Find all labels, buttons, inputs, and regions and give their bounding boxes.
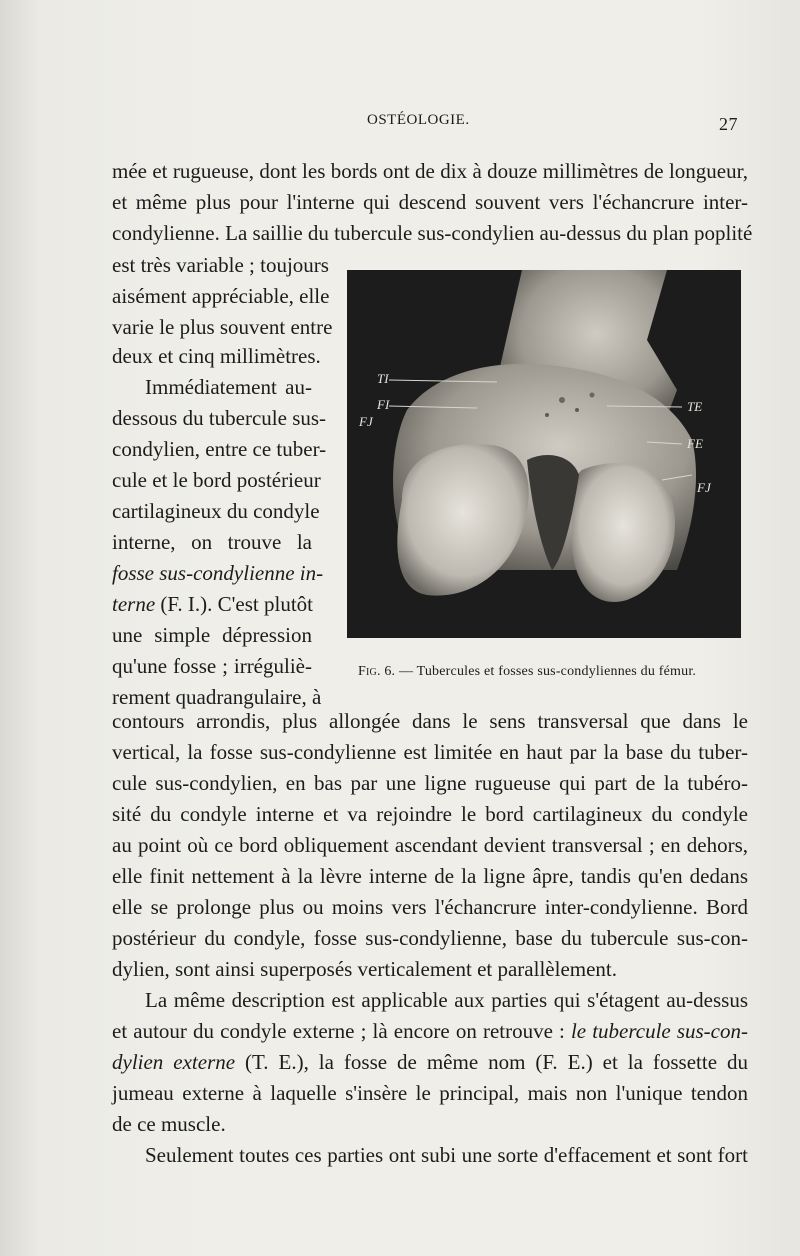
figure-number: Fig. 6. <box>358 664 396 679</box>
text-line: Seulement toutes ces parties ont subi une sorte d'effacement et sont fort <box>145 1143 748 1167</box>
text-line: cule sus-condylien, en bas par une ligne rugueuse qui part de la tubéro- <box>112 771 748 795</box>
text-line: mée et rugueuse, dont les bords ont de dix à douze millimètres de longueur, <box>112 159 748 183</box>
italic-term: terne <box>112 592 156 616</box>
text-line: contours arrondis, plus allongée dans le sens transversal que dans le <box>112 709 748 733</box>
text-line: cule et le bord postérieur <box>112 468 321 492</box>
label-fj-left: FJ <box>359 414 373 429</box>
text-line: deux et cinq millimètres. <box>112 344 321 368</box>
text-line: est très variable ; toujours <box>112 253 329 277</box>
text-line: cartilagineux du condyle <box>112 499 320 523</box>
text-line: dylien externe (T. E.), la fosse de même nom (F. E.) et la fossette du <box>112 1050 748 1074</box>
text-line: varie le plus souvent entre <box>112 315 333 339</box>
text-line: une simple dépression <box>112 623 312 647</box>
text-line: postérieur du condyle, fosse sus-condylienne, base du tubercule sus-con- <box>112 926 748 950</box>
text-line: condylienne. La saillie du tubercule sus-condylien au-dessus du plan poplité <box>112 221 753 245</box>
text-line: elle finit nettement à la lèvre interne de la ligne âpre, tandis qu'en dedans <box>112 864 748 888</box>
femur-figure <box>347 270 741 638</box>
text-line: vertical, la fosse sus-condylienne est limitée en haut par la base du tuber- <box>112 740 748 764</box>
text-line: dylien, sont ainsi superposés verticalement et parallèlement. <box>112 957 618 981</box>
femur-illustration <box>347 270 741 638</box>
figure-caption <box>358 664 743 680</box>
text-line: au point où ce bord obliquement ascendant devient transversal ; en dehors, <box>112 833 748 857</box>
label-fi: FI <box>377 397 390 412</box>
text-line: sité du condyle interne et va rejoindre le bord cartilagineux du condyle <box>112 802 748 826</box>
label-ti: TI <box>377 371 389 386</box>
label-fj-right: FJ <box>697 480 711 495</box>
italic-term: fosse sus-condylienne in- <box>112 561 324 585</box>
text-line <box>112 560 324 586</box>
text-line: terne (F. I.). C'est plutôt <box>112 592 314 616</box>
caption-text: — Tubercules et fosses sus-condyliennes du fémur. <box>395 664 697 679</box>
text-line: condylien, entre ce tuber- <box>112 437 327 461</box>
text-line: dessous du tubercule sus- <box>112 406 327 430</box>
text-line: aisément appréciable, elle <box>112 284 330 308</box>
label-fe: FE <box>687 436 703 451</box>
text-line: La même description est applicable aux parties qui s'étagent au-dessus <box>145 988 748 1012</box>
page-header <box>0 112 800 136</box>
text-line: elle se prolonge plus ou moins vers l'échancrure inter-condylienne. Bord <box>112 895 748 919</box>
text-line: jumeau externe à laquelle s'insère le principal, mais non l'unique tendon <box>112 1081 748 1105</box>
italic-term: le tubercule sus-con- <box>570 1019 748 1043</box>
text-line: de ce muscle. <box>112 1112 226 1136</box>
label-te: TE <box>687 399 703 414</box>
text-line: Immédiatement au- <box>145 375 312 399</box>
text-line: et même plus pour l'interne qui descend souvent vers l'échancrure inter- <box>112 190 748 214</box>
text-line: rement quadrangulaire, à <box>112 685 322 709</box>
running-title: OSTÉOLOGIE. <box>367 112 470 128</box>
text-line: interne, on trouve la <box>112 530 312 554</box>
text-line: qu'une fosse ; irréguliè- <box>112 654 312 678</box>
page-number: 27 <box>719 114 738 134</box>
text-line: et autour du condyle externe ; là encore on retrouve : le tubercule sus-con- <box>112 1019 748 1043</box>
italic-term: dylien externe <box>112 1050 236 1074</box>
